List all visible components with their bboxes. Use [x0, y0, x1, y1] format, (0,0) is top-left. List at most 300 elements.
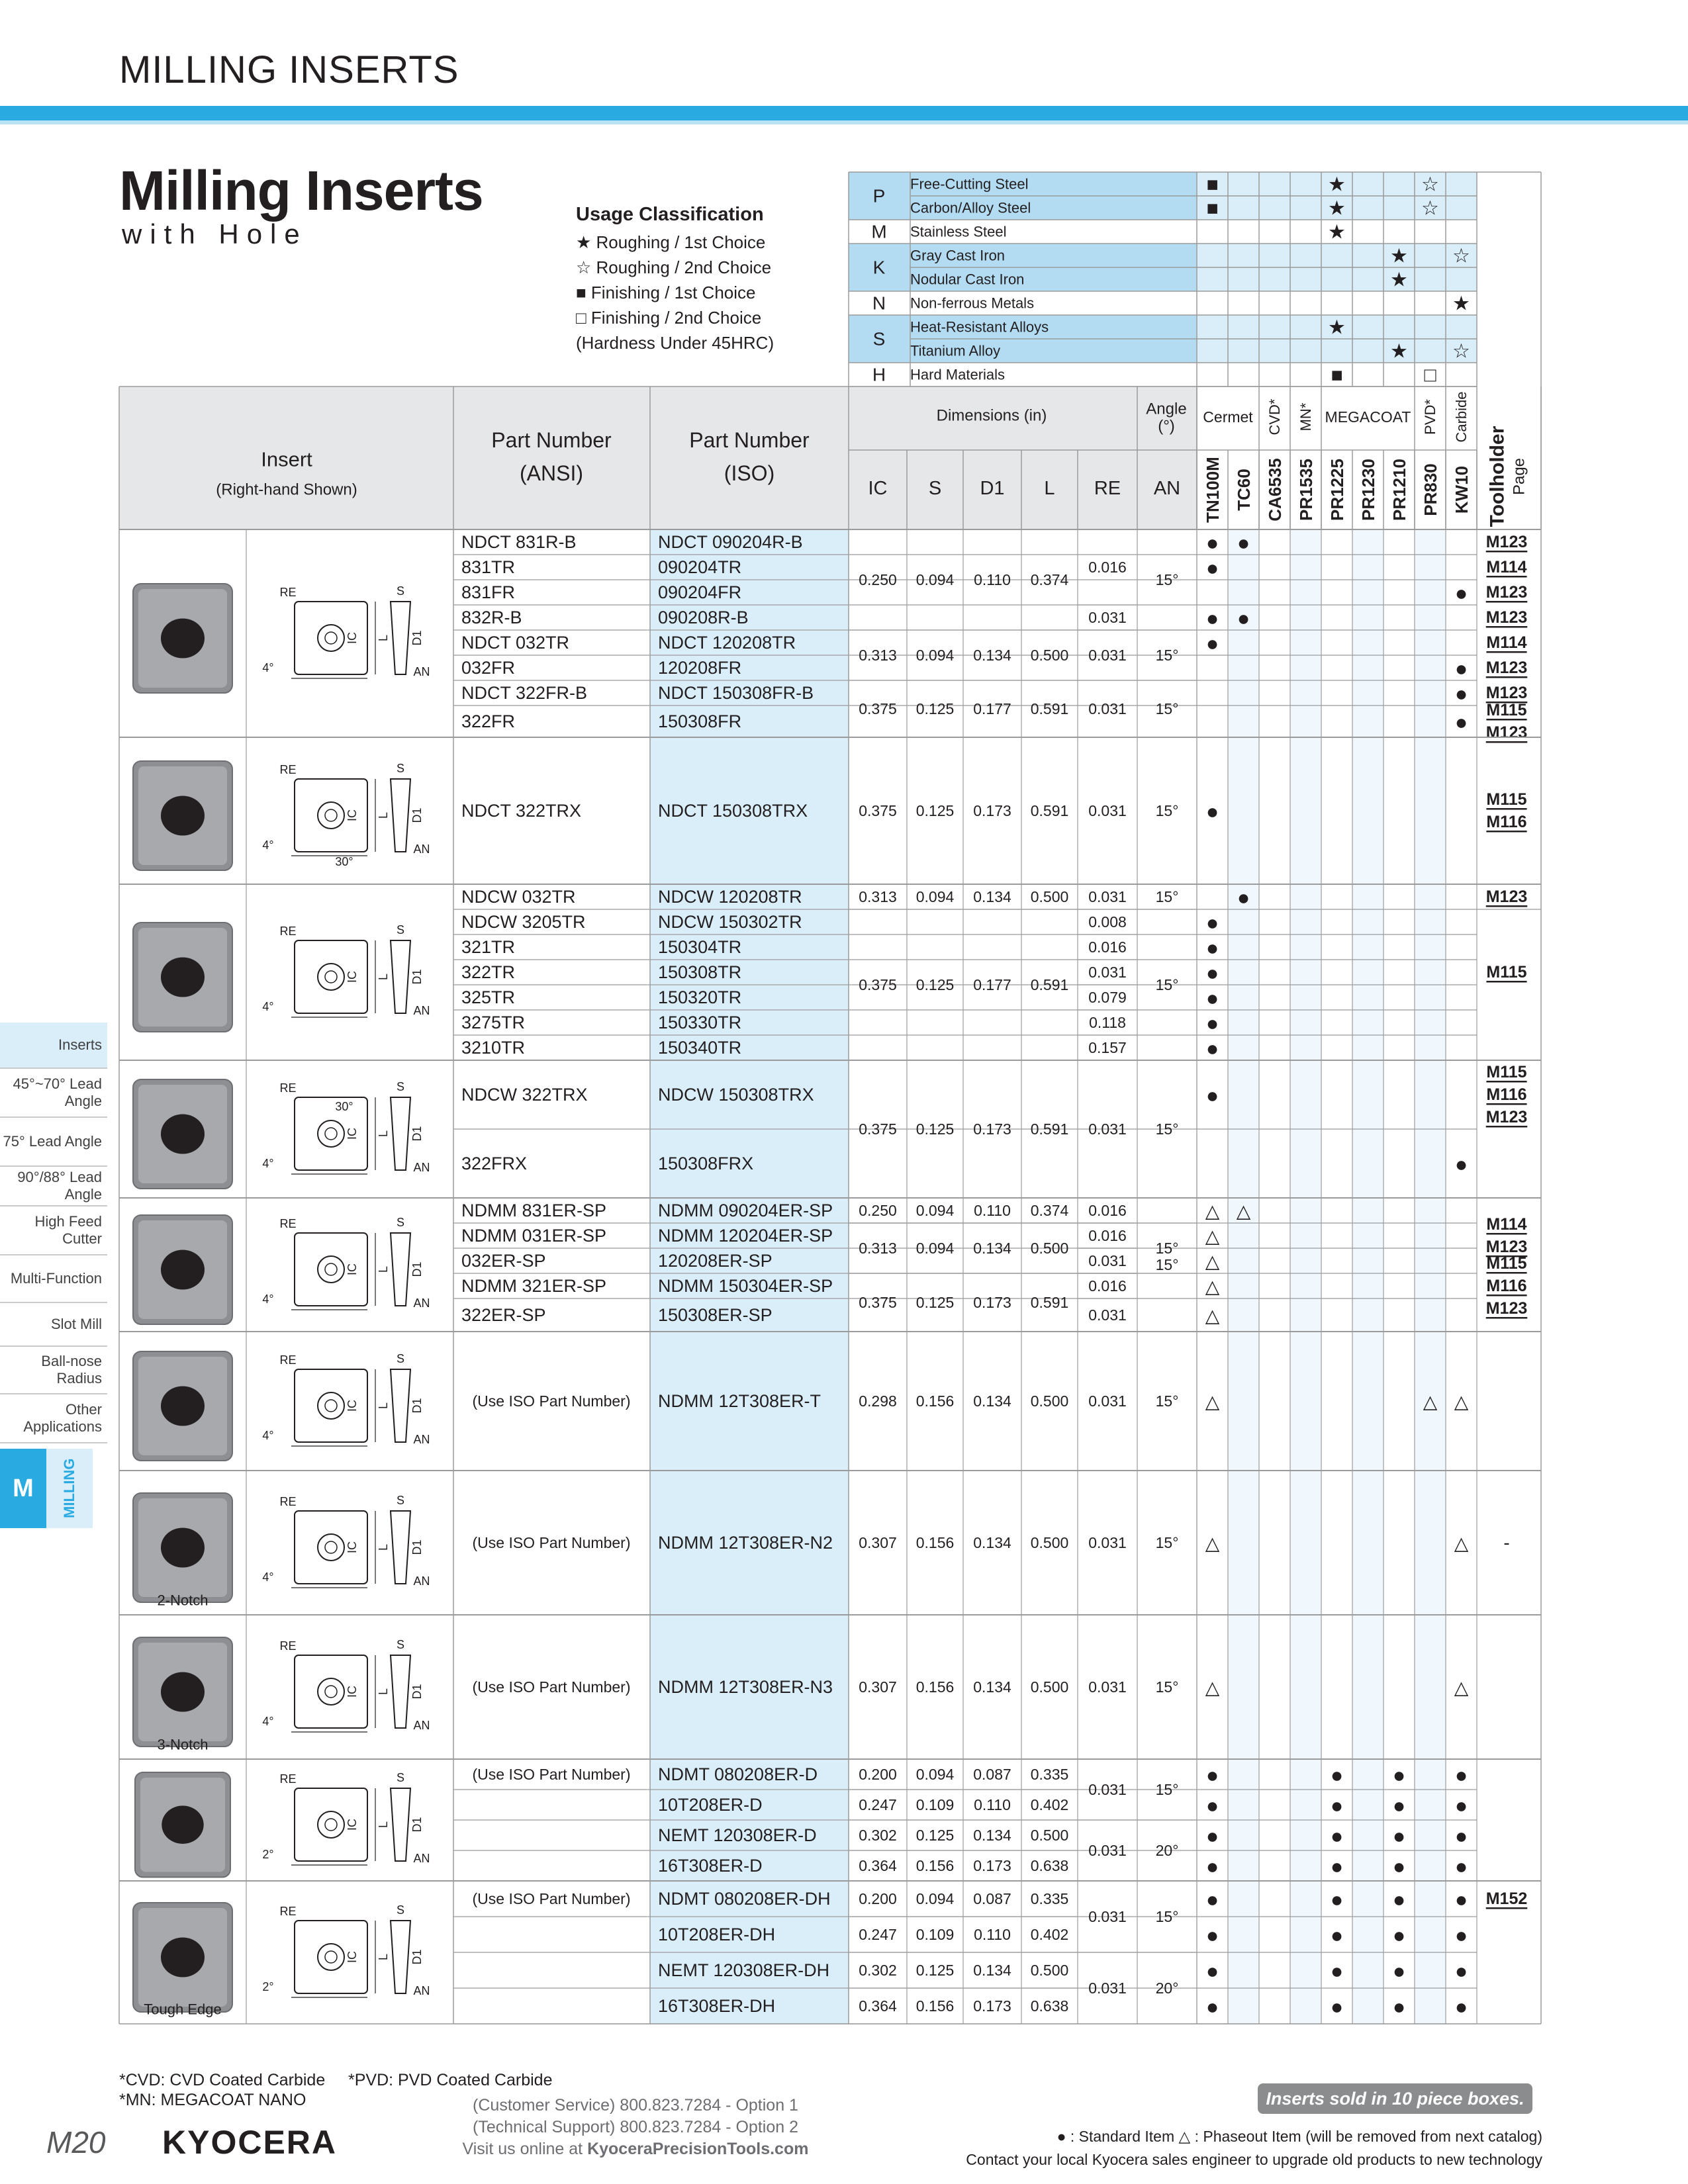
footnote-cvd: *CVD: CVD Coated Carbide — [119, 2071, 326, 2089]
grade-mark: ● — [1392, 1923, 1406, 1947]
material-name: Free-Cutting Steel — [910, 175, 1029, 193]
material-mark: ★ — [1452, 293, 1470, 315]
dimension-value: 0.173 — [973, 1294, 1011, 1311]
insert-drawing-hole — [318, 1678, 344, 1705]
material-grade-cell — [1383, 315, 1415, 339]
dimension-value: 0.638 — [1030, 1857, 1069, 1874]
drawing-label-s: S — [396, 1216, 405, 1229]
grade-mark: ● — [1454, 1854, 1468, 1878]
grade-mark: △ — [1423, 1391, 1438, 1412]
drawing-label-l: L — [377, 1265, 390, 1273]
material-mark: ★ — [1328, 173, 1346, 196]
iso-part-number: NDCW 150302TR — [658, 912, 802, 932]
drawing-label-s: S — [396, 1352, 405, 1365]
material-grade-cell — [1352, 220, 1383, 244]
toolholder-page-link[interactable]: M123 — [1485, 583, 1528, 602]
dimension-value: 0.364 — [859, 1857, 897, 1874]
ansi-part-number: 032FR — [461, 658, 516, 678]
grade-mark: △ — [1236, 1201, 1251, 1222]
toolholder-page-link[interactable]: M115 — [1486, 790, 1527, 809]
drawing-label-ic: IC — [346, 809, 359, 821]
drawing-label-d1: D1 — [410, 1261, 424, 1277]
toolholder-page-link[interactable]: M114 — [1486, 633, 1527, 652]
drawing-label-re: RE — [279, 763, 297, 776]
grade-mark: ● — [1454, 1888, 1468, 1911]
grade-mark: ● — [1237, 606, 1250, 630]
iso-part-number: 16T308ER-D — [658, 1856, 763, 1876]
grade-mark: ● — [1454, 1763, 1468, 1787]
dimension-value: 0.110 — [974, 1926, 1011, 1943]
grade-header: PR1230 — [1358, 459, 1378, 521]
dimension-value: 0.500 — [1030, 1240, 1069, 1257]
material-grade-cell — [1197, 244, 1228, 267]
dimension-value: 0.173 — [973, 802, 1011, 819]
toolholder-page-link[interactable]: M123 — [1485, 1299, 1528, 1318]
ansi-part-number: 032ER-SP — [461, 1251, 546, 1271]
grade-column-bg — [1290, 529, 1321, 2024]
grade-mark: ● — [1205, 1036, 1219, 1060]
grade-mark: ● — [1205, 1763, 1219, 1787]
dimension-value: 0.125 — [915, 1962, 955, 1979]
insert-drawing-hole — [325, 1400, 337, 1412]
toolholder-page-link[interactable]: M123 — [1485, 723, 1528, 742]
dimension-value: 0.250 — [859, 1202, 897, 1219]
drawing-label-an: AN — [413, 1004, 430, 1017]
drawing-label-an: AN — [413, 1433, 430, 1446]
toolholder-page-link[interactable]: M115 — [1486, 963, 1527, 981]
dimension-value: 15° — [1155, 802, 1179, 819]
dimension-value: 0.313 — [859, 1240, 897, 1257]
material-grade-cell — [1259, 196, 1290, 220]
material-grade-cell — [1290, 291, 1321, 315]
grade-mark: ● — [1454, 1959, 1468, 1983]
material-grade-cell — [1446, 172, 1477, 196]
grade-mark: ● — [1330, 1959, 1344, 1983]
dimension-value: 0.079 — [1088, 989, 1127, 1006]
toolholder-page-link[interactable]: M114 — [1486, 558, 1527, 576]
dimension-value: 0.173 — [973, 1997, 1011, 2015]
material-grade-cell — [1228, 220, 1259, 244]
grade-mark: △ — [1205, 1276, 1220, 1297]
iso-part-number: NDCT 090204R-B — [658, 532, 803, 552]
grade-mark: △ — [1205, 1201, 1220, 1222]
material-name: Heat-Resistant Alloys — [910, 318, 1049, 336]
dimension-value: 0.591 — [1030, 976, 1069, 993]
header-bg-ansi — [453, 387, 650, 529]
grade-mark: ● — [1330, 1995, 1344, 2019]
dimension-value: 15° — [1155, 1256, 1179, 1273]
material-name: Stainless Steel — [910, 223, 1007, 240]
grade-mark: ● — [1454, 1923, 1468, 1947]
dimension-value: 0.031 — [1088, 1842, 1127, 1859]
grade-mark: ● — [1205, 606, 1219, 630]
material-grade-cell — [1290, 339, 1321, 363]
dimension-value: 15° — [1155, 571, 1179, 588]
material-grade-cell — [1415, 220, 1446, 244]
drawing-label-angle: 4° — [262, 1715, 274, 1728]
material-name: Hard Materials — [910, 366, 1006, 383]
material-group-letter: N — [872, 293, 886, 314]
dimension-value: 15° — [1155, 647, 1179, 664]
grade-mark: ● — [1392, 1763, 1406, 1787]
drawing-label-re: RE — [279, 1353, 297, 1367]
dimension-value: 0.087 — [973, 1766, 1011, 1783]
dimension-value: 0.125 — [915, 700, 955, 717]
grade-mark: ● — [1205, 1083, 1219, 1107]
side-nav-item[interactable]: 75° Lead Angle — [0, 1118, 107, 1167]
dimension-value: 0.500 — [1030, 1534, 1069, 1551]
material-group-letter: P — [872, 185, 886, 206]
material-mark: ☆ — [1452, 340, 1470, 363]
grade-group-header: Cermet — [1203, 408, 1253, 426]
material-grade-cell — [1228, 267, 1259, 291]
drawing-label-d1: D1 — [410, 1684, 424, 1700]
dimension-value: 0.177 — [973, 976, 1011, 993]
dim-header: S — [928, 478, 942, 499]
grade-header: PR1535 — [1296, 459, 1316, 521]
toolholder-page-link[interactable]: M123 — [1485, 887, 1528, 906]
drawing-label-angle: 4° — [262, 1293, 274, 1306]
iso-part-number: NDMM 12T308ER-N3 — [658, 1677, 833, 1697]
toolholder-page-link[interactable]: M115 — [1486, 1254, 1527, 1273]
page-title: Milling Inserts — [119, 159, 483, 222]
ansi-part-number: NDCT 322FR-B — [461, 683, 588, 703]
material-grade-cell — [1228, 172, 1259, 196]
dimension-value: 0.374 — [1030, 1202, 1069, 1219]
toolholder-subheader: Page — [1510, 457, 1528, 496]
side-nav-item[interactable]: 90°/88° Lead Angle — [0, 1167, 107, 1206]
drawing-label-ic: IC — [346, 632, 359, 644]
grade-mark: ● — [1330, 1794, 1344, 1817]
material-grade-cell — [1228, 244, 1259, 267]
dimension-value: 0.156 — [915, 1857, 955, 1874]
dimension-value: 0.031 — [1088, 1120, 1127, 1138]
dimension-value: 0.094 — [915, 888, 955, 905]
drawing-label-ic: IC — [346, 1686, 359, 1698]
grade-group-header: MN* — [1297, 402, 1314, 432]
dimension-value: 0.200 — [859, 1766, 897, 1783]
dimension-value: 0.031 — [1088, 1252, 1127, 1269]
toolholder-page-link[interactable]: M116 — [1486, 1277, 1527, 1295]
drawing-label-re: RE — [279, 1639, 297, 1653]
drawing-label-d1: D1 — [410, 1949, 424, 1965]
insert-drawing-hole — [318, 1944, 344, 1970]
grade-header: PR830 — [1421, 463, 1440, 516]
ansi-part-number: NDCT 831R-B — [461, 532, 577, 552]
material-grade-cell — [1228, 363, 1259, 387]
ansi-part-number: NDCT 032TR — [461, 633, 570, 653]
drawing-label-ic: IC — [346, 1951, 359, 1963]
material-mark: ■ — [1206, 197, 1219, 220]
material-grade-cell — [1321, 339, 1352, 363]
grade-header: KW10 — [1452, 465, 1472, 514]
dimension-value: 0.134 — [973, 888, 1011, 905]
material-mark: ★ — [1390, 340, 1408, 363]
material-grade-cell — [1197, 315, 1228, 339]
tough-edge-label: Tough Edge — [144, 2001, 222, 2018]
material-grade-cell — [1259, 291, 1290, 315]
insert-side-view — [391, 1511, 410, 1584]
grade-mark: △ — [1205, 1226, 1220, 1247]
dimension-value: 0.156 — [915, 1534, 955, 1551]
dimension-value: 0.087 — [973, 1890, 1011, 1907]
material-name: Carbon/Alloy Steel — [910, 199, 1031, 216]
contact-info — [450, 2095, 821, 2160]
dimension-value: 0.110 — [974, 1796, 1011, 1813]
toolholder-page-link[interactable]: M123 — [1485, 1238, 1528, 1256]
toolholder-page-link[interactable]: M115 — [1486, 1063, 1527, 1081]
toolholder-page-link[interactable]: M115 — [1486, 701, 1527, 719]
iso-part-number: NDCW 120208TR — [658, 887, 802, 907]
dim-header: RE — [1094, 478, 1121, 499]
dimension-value: 0.591 — [1030, 1294, 1069, 1311]
dimension-value: 0.134 — [973, 1962, 1011, 1979]
material-grade-cell — [1415, 339, 1446, 363]
material-grade-cell — [1352, 363, 1383, 387]
ansi-part-number: 3275TR — [461, 1013, 526, 1032]
grade-mark: ● — [1330, 1888, 1344, 1911]
iso-part-number: NDMM 12T308ER-N2 — [658, 1533, 833, 1553]
usage-item: ★ Roughing / 1st Choice — [576, 232, 766, 252]
side-nav-item[interactable]: 45°~70° Lead Angle — [0, 1069, 107, 1118]
dimension-value: 0.031 — [1088, 609, 1127, 626]
dimension-value: 0.031 — [1088, 1678, 1127, 1696]
milling-tab-letter: M — [0, 1449, 46, 1528]
material-grade-cell — [1197, 291, 1228, 315]
dimension-value: 0.375 — [859, 1120, 897, 1138]
dimension-value: 0.109 — [915, 1926, 955, 1943]
side-nav-item[interactable]: Inserts — [0, 1023, 107, 1069]
material-group-letter: H — [872, 364, 886, 385]
material-grade-cell — [1228, 196, 1259, 220]
dimension-value: 0.125 — [915, 1294, 955, 1311]
iso-part-number: 120208FR — [658, 658, 742, 678]
grade-mark: ● — [1454, 1794, 1468, 1817]
material-mark: ★ — [1328, 197, 1346, 220]
material-mark: ★ — [1328, 221, 1346, 244]
iso-part-number: NDMM 12T308ER-T — [658, 1391, 821, 1411]
grade-mark: ● — [1454, 682, 1468, 705]
dimension-value: 0.173 — [973, 1857, 1011, 1874]
drawing-label-angle: 4° — [262, 661, 274, 674]
ansi-header: (ANSI) — [520, 461, 583, 485]
grade-mark: ● — [1454, 1824, 1468, 1848]
kyocera-logo: KYOCERA — [162, 2124, 338, 2161]
drawing-label-an: AN — [413, 1852, 430, 1865]
insert-hole — [161, 1387, 205, 1426]
material-mark: ★ — [1390, 245, 1408, 267]
toolholder-page-link[interactable]: M123 — [1485, 684, 1528, 702]
dimension-value: 0.500 — [1030, 1678, 1069, 1696]
dimension-value: 0.250 — [859, 571, 897, 588]
dimension-value: 0.031 — [1088, 1534, 1127, 1551]
dimension-value: 0.125 — [915, 1827, 955, 1844]
insert-hole — [162, 1805, 203, 1844]
dimension-value: 0.374 — [1030, 571, 1069, 588]
ansi-header: Part Number — [491, 428, 612, 452]
drawing-label-s: S — [396, 762, 405, 775]
toolholder-page-link[interactable]: M114 — [1486, 1215, 1527, 1234]
drawing-label-s: S — [396, 1903, 405, 1917]
toolholder-page-link[interactable]: M123 — [1485, 659, 1528, 677]
material-mark: ☆ — [1421, 173, 1439, 196]
material-grade-cell — [1197, 363, 1228, 387]
ansi-part-number: (Use ISO Part Number) — [472, 1392, 631, 1410]
dimension-value: 0.335 — [1030, 1890, 1069, 1907]
material-grade-cell — [1352, 315, 1383, 339]
insert-drawing-hole — [318, 1811, 344, 1838]
dimension-value: 0.031 — [1088, 802, 1127, 819]
material-group-letter: M — [871, 221, 887, 242]
material-grade-cell — [1352, 267, 1383, 291]
insert-drawing-hole — [325, 1951, 337, 1963]
material-grade-cell — [1446, 315, 1477, 339]
dimension-value: 0.402 — [1030, 1796, 1069, 1813]
iso-header: Part Number — [689, 428, 810, 452]
dimension-value: 0.094 — [915, 571, 955, 588]
grade-mark: ● — [1392, 1959, 1406, 1983]
dimension-value: 0.110 — [974, 1202, 1011, 1219]
iso-part-number: NDCT 120208TR — [658, 633, 796, 653]
grade-column-bg — [1228, 529, 1259, 2024]
insert-side-view — [391, 1788, 410, 1861]
toolholder-page-link[interactable]: M116 — [1486, 813, 1527, 831]
toolholder-page-link[interactable]: M123 — [1485, 533, 1528, 551]
ansi-part-number: (Use ISO Part Number) — [472, 1890, 631, 1907]
material-grade-cell — [1290, 315, 1321, 339]
grade-header: TC60 — [1234, 469, 1254, 511]
material-grade-cell — [1228, 339, 1259, 363]
grade-mark: ● — [1205, 1923, 1219, 1947]
grade-mark: ● — [1454, 657, 1468, 680]
dimension-value: 0.247 — [859, 1926, 897, 1943]
dimension-value: 0.094 — [915, 1766, 955, 1783]
grade-mark: ● — [1392, 1995, 1406, 2019]
grade-column-bg — [1352, 529, 1383, 2024]
drawing-label-l: L — [377, 1402, 390, 1410]
toolholder-page-link[interactable]: M152 — [1485, 1889, 1528, 1908]
footnote-pvd: *PVD: PVD Coated Carbide — [348, 2071, 553, 2089]
insert-drawing-hole — [325, 809, 337, 821]
material-grade-cell — [1352, 196, 1383, 220]
grade-mark: ● — [1330, 1923, 1344, 1947]
ansi-part-number: NDCT 322TRX — [461, 801, 582, 821]
dimension-value: 0.031 — [1088, 1979, 1127, 1997]
iso-part-number: 150308FR — [658, 711, 742, 731]
insert-drawing-hole — [325, 1263, 337, 1275]
material-grade-cell — [1259, 172, 1290, 196]
usage-item: ☆ Roughing / 2nd Choice — [576, 257, 772, 277]
grade-mark: ● — [1205, 799, 1219, 823]
drawing-label-re: RE — [279, 1081, 297, 1095]
grade-mark: ● — [1205, 1011, 1219, 1035]
dimension-value: 0.375 — [859, 1294, 897, 1311]
iso-part-number: 150340TR — [658, 1038, 742, 1058]
ansi-part-number: (Use ISO Part Number) — [472, 1766, 631, 1783]
grade-mark: △ — [1205, 1251, 1220, 1272]
dimension-value: 0.402 — [1030, 1926, 1069, 1943]
technical-support: (Technical Support) 800.823.7284 - Option 2 — [473, 2118, 798, 2136]
drawing-label-l: L — [377, 811, 390, 819]
drawing-label-s: S — [396, 584, 405, 598]
insert-drawing-hole — [318, 802, 344, 829]
grade-mark: ● — [1330, 1763, 1344, 1787]
iso-part-number: NDMT 080208ER-DH — [658, 1889, 831, 1909]
ansi-part-number: NDCW 3205TR — [461, 912, 586, 932]
grade-mark: ● — [1205, 1794, 1219, 1817]
header-bg-iso — [650, 387, 849, 529]
iso-part-number: NDMM 120204ER-SP — [658, 1226, 833, 1246]
ansi-part-number: 322ER-SP — [461, 1305, 546, 1325]
dimension-value: 15° — [1155, 1678, 1179, 1696]
website-link[interactable]: KyoceraPrecisionTools.com — [587, 2140, 809, 2158]
ansi-part-number: 3210TR — [461, 1038, 526, 1058]
side-nav-item[interactable]: Slot Mill — [0, 1303, 107, 1347]
dimension-value: 0.173 — [973, 1120, 1011, 1138]
dimension-value: 0.134 — [973, 647, 1011, 664]
grade-mark: ● — [1205, 1824, 1219, 1848]
grade-mark: ● — [1205, 1995, 1219, 2019]
side-nav-item[interactable]: Other Applications — [0, 1394, 107, 1443]
toolholder-page-link[interactable]: M116 — [1486, 1085, 1527, 1104]
dimension-value: 15° — [1155, 888, 1179, 905]
material-grade-cell — [1446, 267, 1477, 291]
dimension-value: 0.031 — [1088, 700, 1127, 717]
dimension-value: 15° — [1155, 700, 1179, 717]
iso-part-number: 150308TR — [658, 962, 742, 982]
dimension-value: 0.031 — [1088, 1908, 1127, 1925]
ansi-part-number: NDCW 032TR — [461, 887, 576, 907]
drawing-label-d1: D1 — [410, 807, 424, 823]
ansi-part-number: 322FR — [461, 711, 516, 731]
grade-mark: △ — [1205, 1533, 1220, 1554]
drawing-label-s: S — [396, 1638, 405, 1651]
iso-part-number: NDCT 150308TRX — [658, 801, 808, 821]
drawing-label-ic: IC — [346, 1819, 359, 1831]
toolholder-page-link[interactable]: M123 — [1485, 1108, 1528, 1126]
website-label: Visit us online at — [462, 2140, 588, 2158]
grade-mark: ● — [1392, 1824, 1406, 1848]
material-group-letter: K — [872, 257, 886, 278]
toolholder-page-link[interactable]: M123 — [1485, 608, 1528, 627]
side-nav-item[interactable]: High Feed Cutter — [0, 1206, 107, 1255]
material-grade-cell — [1197, 339, 1228, 363]
grade-header: TN100M — [1203, 457, 1223, 523]
drawing-label-angle: 4° — [262, 1429, 274, 1442]
angle-header: (°) — [1158, 417, 1175, 435]
customer-service: (Customer Service) 800.823.7284 - Option 1 — [473, 2096, 798, 2115]
milling-tab[interactable] — [0, 1449, 93, 1528]
dimension-value: 0.200 — [859, 1890, 897, 1907]
usage-heading: Usage Classification — [576, 204, 764, 225]
drawing-label-d1: D1 — [410, 1817, 424, 1833]
drawing-label-angle: 2° — [262, 1980, 274, 1993]
insert-drawing-hole — [325, 1541, 337, 1553]
page-number: M20 — [46, 2125, 106, 2160]
drawing-label-an: AN — [413, 1719, 430, 1732]
side-nav-item[interactable]: Multi-Function — [0, 1255, 107, 1303]
drawing-label-angle: 4° — [262, 1000, 274, 1013]
material-grade-cell — [1415, 267, 1446, 291]
drawing-label-re: RE — [279, 925, 297, 938]
drawing-label-d1: D1 — [410, 630, 424, 646]
dimension-value: 0.156 — [915, 1997, 955, 2015]
drawing-label-30: 30° — [335, 1100, 353, 1113]
side-nav-item[interactable]: Ball-nose Radius — [0, 1347, 107, 1394]
insert-drawing-hole — [325, 1819, 337, 1831]
insert-drawing-hole — [318, 1392, 344, 1419]
iso-part-number: NDMT 080208ER-D — [658, 1764, 818, 1784]
